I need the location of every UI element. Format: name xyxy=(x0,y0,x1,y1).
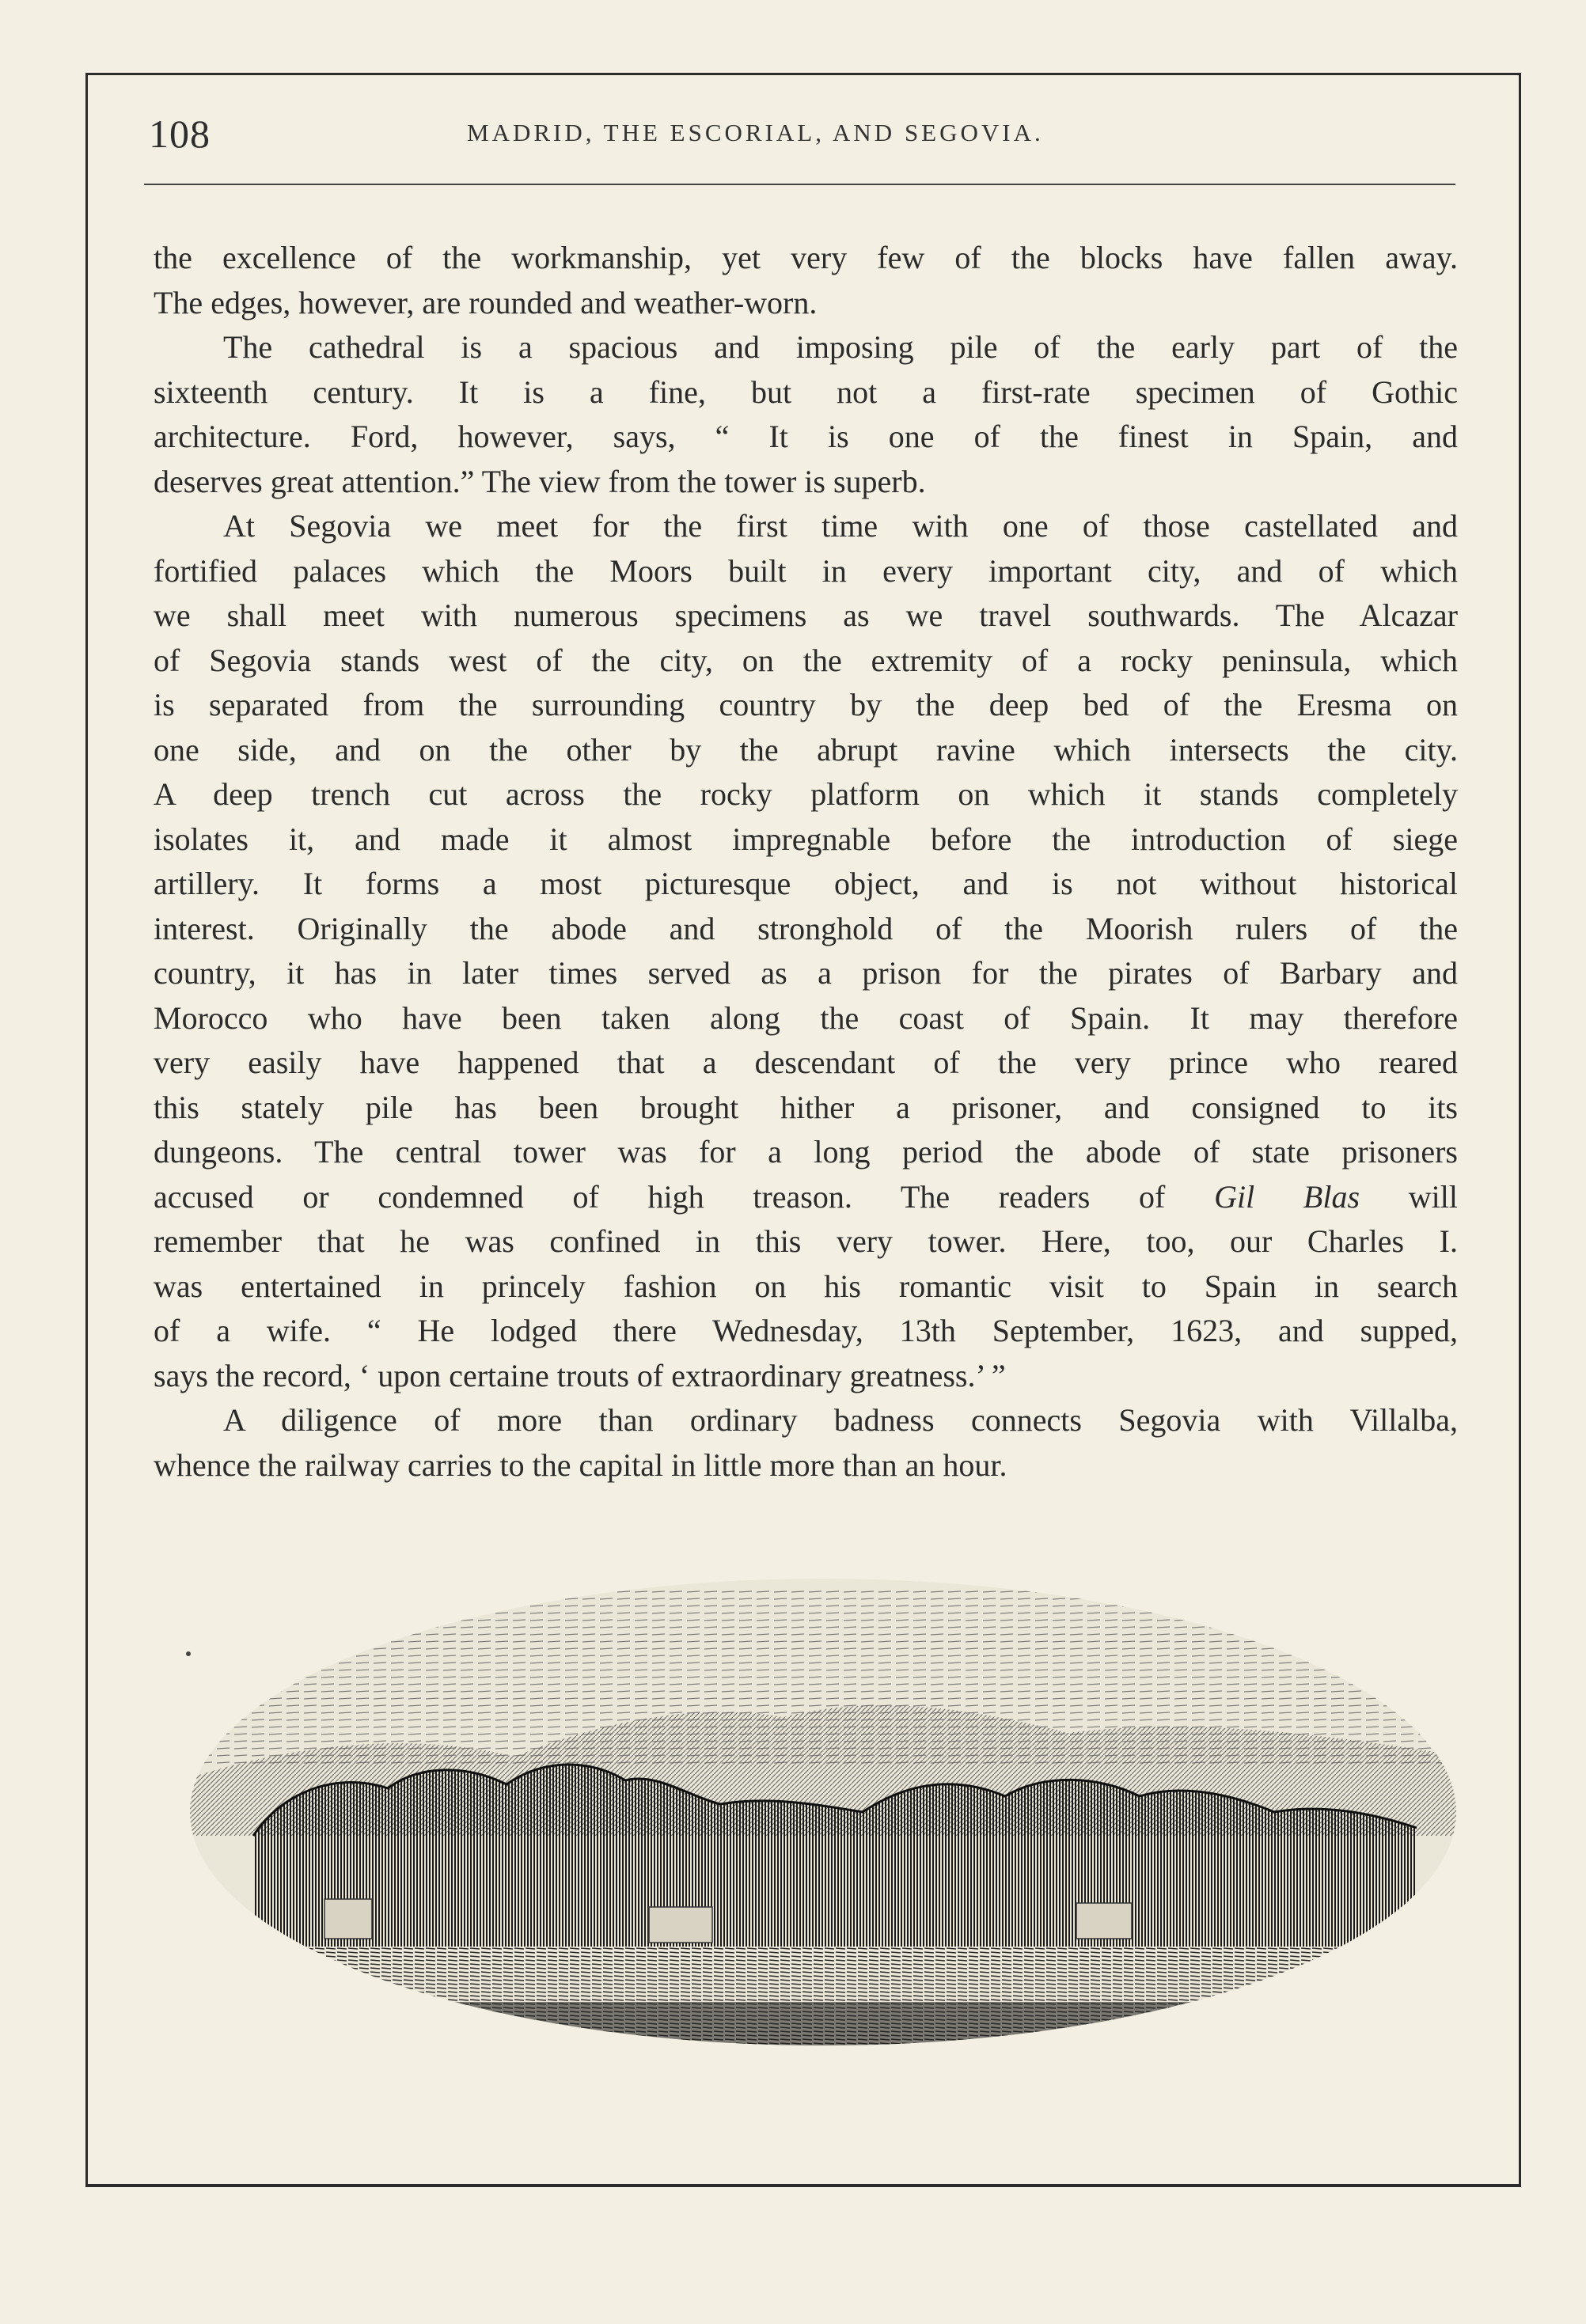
header-rule xyxy=(144,184,1455,185)
text-line: dungeons. The central tower was for a long period the abode of state prisoners xyxy=(154,1134,1458,1170)
page-frame-right xyxy=(1519,73,1521,2186)
text-line: of a wife. “ He lodged there Wednesday, 13th September, 1623, and supped, xyxy=(154,1313,1458,1348)
text-line: was entertained in princely fashion on his romantic visit to Spain in search xyxy=(154,1268,1458,1304)
text-line: the excellence of the workmanship, yet very few of the blocks have fallen away. xyxy=(154,240,1458,275)
text-line: A diligence of more than ordinary badness connects Segovia with Villalba, xyxy=(223,1402,1458,1438)
text-line: very easily have happened that a descendant of the very prince who reared xyxy=(154,1044,1458,1080)
text-line: one side, and on the other by the abrupt ravine which intersects the city. xyxy=(154,731,1458,768)
text-fragment: will xyxy=(1408,1178,1458,1215)
page-frame-top xyxy=(85,73,1521,75)
text-line: says the record, ‘ upon certaine trouts of extraordinary greatness.’ ” xyxy=(154,1357,1006,1393)
text-line: deserves great attention.” The view from the tower is superb. xyxy=(154,463,926,499)
text-line-with-italic xyxy=(154,1175,1458,1220)
text-line: architecture. Ford, however, says, “ It is one of the finest in Spain, and xyxy=(154,419,1458,454)
text-line: Morocco who have been taken along the coast of Spain. It may therefore xyxy=(154,999,1458,1036)
text-line: A deep trench cut across the rocky platform on which it stands completely xyxy=(154,776,1458,812)
text-line: The edges, however, are rounded and weather-worn. xyxy=(154,284,818,320)
text-line: isolates it, and made it almost impregnable before the introduction of siege xyxy=(154,821,1458,857)
text-line: sixteenth century. It is a fine, but not a first-rate specimen of Gothic xyxy=(154,373,1458,410)
text-line: this stately pile has been brought hither a prisoner, and consigned to its xyxy=(154,1089,1458,1125)
text-line: artillery. It forms a most picturesque object, and is not without historical xyxy=(154,866,1458,901)
page-number: 108 xyxy=(149,112,211,156)
text-fragment: accused or condemned of high treason. The readers of xyxy=(154,1178,1166,1215)
landscape-engraving xyxy=(182,1575,1464,2065)
text-line: interest. Originally the abode and stronghold of the Moorish rulers of the xyxy=(154,910,1458,946)
body-text xyxy=(154,236,1458,1488)
text-line: fortified palaces which the Moors built in every important city, and of which xyxy=(154,552,1458,589)
text-line: country, it has in later times served as a prison for the pirates of Barbary and xyxy=(154,955,1458,991)
text-line: whence the railway carries to the capital in little more than an hour. xyxy=(154,1446,1007,1483)
text-line: is separated from the surrounding country by the deep bed of the Eresma on xyxy=(154,687,1458,722)
page-frame-bottom xyxy=(85,2184,1521,2187)
text-line: The cathedral is a spacious and imposing pile of the early part of the xyxy=(223,329,1458,365)
text-line: we shall meet with numerous specimens as we travel southwards. The Alcazar xyxy=(154,597,1458,633)
running-title: MADRID, THE ESCORIAL, AND SEGOVIA. xyxy=(467,119,1044,146)
page-frame-left xyxy=(85,73,88,2186)
italic-title: Gil Blas xyxy=(1214,1178,1360,1215)
text-line: of Segovia stands west of the city, on the extremity of a rocky peninsula, which xyxy=(154,642,1458,678)
text-line: remember that he was confined in this very tower. Here, too, our Charles I. xyxy=(154,1223,1458,1259)
text-line: At Segovia we meet for the first time with one of those castellated and xyxy=(223,508,1458,544)
